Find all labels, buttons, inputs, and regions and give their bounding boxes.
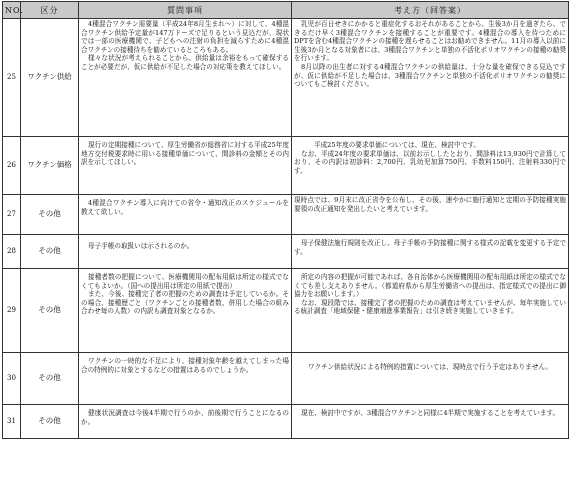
row-category: その他 xyxy=(21,405,79,439)
row-number: 26 xyxy=(3,137,21,195)
row-answer xyxy=(292,137,569,195)
row-question xyxy=(79,137,292,195)
answer-paragraph: 母子保健法施行規則を改正し、母子手帳の予防接種に関する様式の記載を変更する予定です。 xyxy=(294,239,566,256)
row-category: ワクチン価格 xyxy=(21,137,79,195)
row-question xyxy=(79,353,292,405)
row-answer xyxy=(292,269,569,353)
question-paragraph: 母子手帳の取扱いは示されるのか。 xyxy=(88,242,194,250)
question-paragraph: ワクチンの一時的な不足により、接種対象年齢を越えてしまった場合の特例的に対象とするなどの措置はあるのでしょうか。 xyxy=(81,357,289,374)
row-number: 29 xyxy=(3,269,21,353)
row-question xyxy=(79,269,292,353)
question-paragraph: 健康状況調査は今後4半期で行うのか、前後期で行うことになるのか。 xyxy=(81,409,289,426)
question-paragraph: 接種者数の把握について、医療機関用の配布用紙は所定の様式でなくてもよいか。（国への提出用は所定の用紙で提出） xyxy=(81,273,289,290)
answer-paragraph: 乳児が百日せきにかかると重症化するおそれがあることから、生後3か月を過ぎたら、できるだけ早く3種混合ワクチンを接種することが重要です。4種混合の導入を待つためにDPTを含む4種混合ワクチンの接種を遅らせることはお勧めできません。11月の導入以前に生後3か月となる対象者には、3種混合ワクチンと単独の不活化ポリオワクチンの接種の勧奨を行います。 xyxy=(294,20,566,63)
table-row xyxy=(3,269,569,353)
row-question xyxy=(79,19,292,137)
table-row xyxy=(3,19,569,137)
row-answer xyxy=(292,353,569,405)
header-answer: 考え方（回答案） xyxy=(292,2,569,19)
answer-paragraph: なお、平成24年度の要求単価は、以前お示ししたとおり、間診料は13,930円で計算しており、その内訳は初診料：2,700円、乳幼児加算750円、手数料150円、注射料330円です。 xyxy=(294,149,566,175)
answer-paragraph: 8月以降の出生者に対する4種混合ワクチンの供給量は、十分な量を確保できる見込ですが、仮に供給が不足した場合は、3種混合ワクチンと単独の不活化ポリオワクチンの勧奨についてもご検討ください。 xyxy=(294,62,566,89)
qa-table xyxy=(2,1,569,439)
table-row xyxy=(3,235,569,269)
table-row xyxy=(3,195,569,235)
row-answer xyxy=(292,405,569,439)
row-answer xyxy=(292,235,569,269)
row-answer xyxy=(292,19,569,137)
answer-paragraph: 現時点では、9月末に改正省令を公布し、その後、速やかに施行通知と定期の予防接種実施要領の改正通知を発出したいと考えています。 xyxy=(294,196,566,213)
row-category: その他 xyxy=(21,235,79,269)
header-question: 質問事項 xyxy=(79,2,292,19)
table-row xyxy=(3,137,569,195)
row-answer xyxy=(292,195,569,235)
row-question xyxy=(79,235,292,269)
header-category: 区分 xyxy=(21,2,79,19)
table-header-row xyxy=(3,2,569,19)
row-number: 27 xyxy=(3,195,21,235)
question-paragraph: また、今後、接種完了者の把握のための調査は予定しているか。その場合、接種歴ごと（ワクチンごとの接種者数、併用した場合の組み合わせ毎の人数）の内訳も調査対象となるか。 xyxy=(81,290,289,316)
row-question xyxy=(79,195,292,235)
question-paragraph: 4種混合ワクチン導入に向けての省令・通知改正のスケジュールを教えて欲しい。 xyxy=(81,199,289,216)
question-paragraph: 4種混合ワクチン需要量（平成24年8月生まれ〜）に対して、4種混合ワクチン供給予定量が147万ドーズで足りるという見込だが、現状では一部の医療機関で、子どもへの注射の負担を減らすために4種混合ワクチンの接種待ちを勧めているところもある。 xyxy=(81,20,289,54)
row-number: 31 xyxy=(3,405,21,439)
row-number: 30 xyxy=(3,353,21,405)
row-category: ワクチン供給 xyxy=(21,19,79,137)
qa-table-page xyxy=(0,1,570,494)
row-number: 25 xyxy=(3,19,21,137)
answer-paragraph: 現在、検討中ですが、3種混合ワクチンと同様に4半期で実施することを考えています。 xyxy=(301,409,560,417)
answer-paragraph: なお、現段階では、接種完了者の把握のための調査は考えていませんが、毎年実施している統計調査「地域保健・健康増進事業報告」は引き続き実施していきます。 xyxy=(294,298,566,316)
answer-paragraph: 平成25年度の要求単価については、現在、検討中です。 xyxy=(314,141,480,149)
row-category: その他 xyxy=(21,353,79,405)
answer-paragraph: ワクチン供給状況による特例的措置については、現時点で行う予定はありません。 xyxy=(308,363,552,371)
answer-paragraph: 所定の内容の把握が可能であれば、各自治体から医療機関用の配布用紙は所定の様式でなくても差し支えありません。（都道府県から厚生労働省への提出は、指定様式での提出に御協力をお願いします。） xyxy=(294,273,566,299)
header-no: NO. xyxy=(3,2,21,19)
row-category: その他 xyxy=(21,269,79,353)
row-number: 28 xyxy=(3,235,21,269)
question-paragraph: 現行の定期接種について、厚生労働省が総務省に対する平成25年度地方交付税要求時に用いる接種単価について、間診料の金額とその内訳を示してほしい。 xyxy=(81,141,289,167)
question-paragraph: 様々な状況が考えられることから、供給量は余裕をもって確保することが必要だが、仮に供給が不足した場合の対応策を教えてほしい。 xyxy=(81,54,289,71)
table-row xyxy=(3,353,569,405)
row-question xyxy=(79,405,292,439)
row-category: その他 xyxy=(21,195,79,235)
table-row xyxy=(3,405,569,439)
